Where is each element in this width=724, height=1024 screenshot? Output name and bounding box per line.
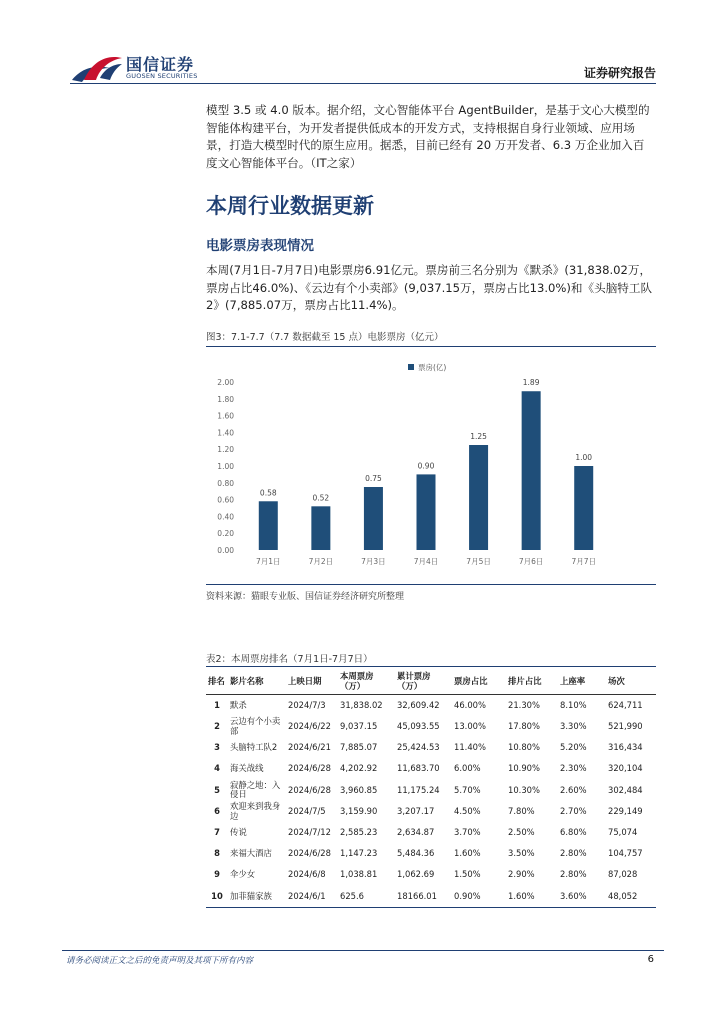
- cell-occupancy: 2.60%: [560, 784, 587, 795]
- cell-box-office-share: 1.50%: [454, 869, 481, 880]
- bar-value-label: 0.90: [417, 461, 435, 471]
- table-row: [206, 716, 656, 737]
- cell-occupancy: 3.30%: [560, 721, 587, 732]
- table-row: [206, 759, 656, 780]
- report-type: 证券研究报告: [583, 66, 656, 80]
- cell-screening-share: 21.30%: [508, 699, 540, 710]
- cell-sessions: 229,149: [608, 805, 643, 816]
- y-tick-label: 0.00: [217, 546, 234, 555]
- figure-source: 资料来源：猫眼专业版、国信证券经济研究所整理: [206, 592, 405, 602]
- header-rank: 排名: [206, 668, 228, 695]
- table-row: [206, 865, 656, 886]
- bar: [574, 466, 593, 550]
- cell-weekly-box-office: 1,038.81: [340, 869, 378, 880]
- bar-value-label: 1.25: [470, 432, 487, 441]
- cell-film: 寂静之地：入侵日: [230, 779, 281, 800]
- table-row: [206, 737, 656, 758]
- cell-occupancy: 3.60%: [558, 886, 606, 908]
- cell-weekly-box-office: 3,159.90: [340, 805, 378, 816]
- brand-name: 国信证券: [126, 55, 195, 74]
- y-tick-label: 0.80: [217, 478, 234, 488]
- cell-occupancy: 5.20%: [560, 742, 587, 753]
- cell-weekly-box-office: 2,585.23: [340, 826, 378, 837]
- cell-sessions: 521,990: [608, 721, 643, 732]
- page-number: 6: [647, 954, 654, 965]
- cell-occupancy: 2.30%: [560, 763, 587, 774]
- cell-release-date: 2024/6/28: [288, 784, 331, 795]
- section-title: 本周行业数据更新: [206, 194, 374, 218]
- y-tick-label: 1.00: [217, 462, 234, 471]
- header-divider: [70, 83, 656, 84]
- x-tick-label: 7月3日: [361, 557, 386, 566]
- header-weekly-box-office: 本周票房（万）: [338, 668, 395, 695]
- cell-sessions: 316,434: [608, 742, 643, 753]
- bar: [311, 506, 330, 550]
- table-row: [206, 843, 656, 864]
- cell-sessions: 75,074: [608, 826, 638, 837]
- x-tick-label: 7月4日: [413, 557, 439, 566]
- legend-swatch: [408, 364, 414, 370]
- table-row: [206, 886, 656, 908]
- header-box-office-share: 票房占比: [452, 668, 506, 695]
- table-row: [206, 801, 656, 822]
- cell-weekly-box-office: 7,885.07: [340, 742, 378, 753]
- header-total-box-office: 累计票房（万）: [395, 668, 452, 695]
- y-tick-label: 1.60: [217, 411, 234, 421]
- table-top-rule: [206, 666, 656, 667]
- y-tick-label: 0.40: [217, 512, 234, 522]
- cell-box-office-share: 4.50%: [454, 805, 481, 816]
- cell-screening-share: 2.90%: [508, 869, 535, 880]
- cell-film: 欢迎来到我身边: [230, 801, 281, 821]
- cell-rank: 5: [214, 784, 220, 795]
- x-tick-label: 7月7日: [571, 557, 596, 566]
- cell-rank: 6: [214, 805, 220, 816]
- cell-screening-share: 2.50%: [508, 826, 535, 837]
- cell-release-date: 2024/6/28: [288, 848, 331, 859]
- cell-screening-share: 3.50%: [508, 848, 535, 859]
- cell-sessions: 87,028: [608, 869, 638, 880]
- cell-screening-share: 10.80%: [508, 742, 540, 753]
- bar-value-label: 1.89: [522, 378, 540, 388]
- cell-sessions: 302,484: [608, 784, 643, 795]
- cell-total-box-office: 18166.01: [395, 886, 452, 908]
- cell-film: 头脑特工队2: [230, 742, 278, 753]
- cell-rank: 2: [214, 721, 220, 732]
- cell-total-box-office: 11,175.24: [397, 784, 440, 795]
- cell-rank: 4: [214, 763, 220, 774]
- cell-release-date: 2024/6/8: [288, 869, 326, 880]
- cell-rank: 3: [214, 742, 220, 753]
- cell-weekly-box-office: 625.6: [338, 886, 395, 908]
- bar: [364, 487, 383, 550]
- cell-total-box-office: 11,683.70: [397, 763, 440, 774]
- weekly-summary: 本周(7月1日-7月7日)电影票房6.91亿元。票房前三名分别为《默杀》(31,838.02万，票房占比46.0%)、《云边有个小卖部》(9,037.15万，票房占比13.0%)和《头脑特工队2》(7,885.07万，票房占比11.4%)。: [206, 263, 653, 312]
- cell-release-date: 2024/7/3: [288, 699, 326, 710]
- cell-total-box-office: 25,424.53: [397, 742, 440, 753]
- cell-occupancy: 2.70%: [560, 805, 587, 816]
- cell-sessions: 104,757: [608, 848, 643, 859]
- cell-rank: 8: [214, 848, 220, 859]
- intro-paragraph: 模型 3.5 或 4.0 版本。据介绍，文心智能体平台 AgentBuilder，是基于文心大模型的智能体构建平台，为开发者提供低成本的开发方式，支持根据自身行业领域、应用场景，打造大模型时代的原生应用。据悉，目前已经有 20 万开发者、6.3 万企业加入百度文心智能体平台。（IT之家）: [206, 103, 650, 170]
- y-tick-label: 1.80: [217, 394, 234, 404]
- cell-occupancy: 2.80%: [560, 848, 587, 859]
- footer-divider: [62, 950, 664, 951]
- cell-release-date: 2024/6/22: [288, 721, 331, 732]
- table-caption: 表2：本周票房排名（7月1日-7月7日）: [206, 654, 373, 665]
- bar-value-label: 0.58: [259, 488, 277, 498]
- figure-top-rule: [206, 346, 656, 347]
- y-tick-label: 0.60: [217, 495, 234, 505]
- cell-film: 传说: [230, 826, 247, 837]
- y-tick-label: 2.00: [217, 378, 234, 387]
- cell-release-date: 2024/6/1: [286, 886, 338, 908]
- cell-weekly-box-office: 1,147.23: [340, 848, 378, 859]
- legend-label: 票房(亿): [418, 363, 447, 372]
- x-tick-label: 7月2日: [308, 557, 334, 566]
- cell-weekly-box-office: 9,037.15: [340, 721, 378, 732]
- bar-value-label: 0.75: [365, 474, 382, 483]
- cell-sessions: 624,711: [608, 699, 643, 710]
- header-sessions: 场次: [606, 668, 656, 695]
- cell-weekly-box-office: 3,960.85: [340, 784, 378, 795]
- header-occupancy: 上座率: [558, 668, 606, 695]
- cell-box-office-share: 13.00%: [454, 721, 486, 732]
- cell-rank: 9: [214, 869, 220, 880]
- header-release-date: 上映日期: [286, 668, 338, 695]
- cell-film: 加菲猫家族: [228, 886, 286, 908]
- cell-box-office-share: 11.40%: [454, 742, 486, 753]
- cell-film: 海关战线: [230, 763, 264, 774]
- x-tick-label: 7月5日: [466, 557, 491, 566]
- bar: [469, 445, 488, 550]
- cell-sessions: 320,104: [608, 763, 643, 774]
- cell-weekly-box-office: 31,838.02: [340, 699, 383, 710]
- table-row: [206, 695, 656, 717]
- cell-box-office-share: 3.70%: [454, 826, 481, 837]
- y-tick-label: 0.20: [217, 529, 234, 539]
- table-row: [206, 822, 656, 843]
- cell-release-date: 2024/6/28: [288, 763, 331, 774]
- cell-screening-share: 10.30%: [508, 784, 540, 795]
- cell-box-office-share: 46.00%: [454, 699, 486, 710]
- cell-screening-share: 10.90%: [508, 763, 540, 774]
- cell-total-box-office: 5,484.36: [397, 848, 435, 859]
- cell-rank: 1: [214, 699, 220, 710]
- figure-caption: 图3：7.1-7.7（7.7 数据截至 15 点）电影票房（亿元）: [206, 332, 444, 343]
- cell-box-office-share: 6.00%: [454, 763, 481, 774]
- cell-box-office-share: 0.90%: [452, 886, 506, 908]
- brand-subtitle: GUOSEN SECURITIES: [126, 72, 198, 80]
- cell-total-box-office: 3,207.17: [397, 805, 435, 816]
- cell-occupancy: 8.10%: [560, 699, 587, 710]
- cell-film: 来福大酒店: [230, 848, 272, 859]
- bar: [259, 501, 278, 550]
- cell-film: 云边有个小卖部: [230, 716, 281, 736]
- bar: [522, 391, 541, 550]
- cell-screening-share: 7.80%: [508, 805, 535, 816]
- box-office-bar-chart: [206, 350, 656, 580]
- bar: [417, 474, 436, 550]
- cell-total-box-office: 45,093.55: [397, 721, 440, 732]
- table-row: [206, 780, 656, 801]
- x-tick-label: 7月1日: [256, 557, 281, 566]
- sub-title: 电影票房表现情况: [206, 238, 314, 254]
- box-office-ranking-table: [206, 668, 656, 908]
- bar-value-label: 1.00: [575, 453, 593, 462]
- cell-box-office-share: 5.70%: [454, 784, 481, 795]
- cell-box-office-share: 1.60%: [454, 848, 481, 859]
- header-film: 影片名称: [228, 668, 286, 695]
- cell-film: 伞少女: [230, 869, 256, 880]
- cell-release-date: 2024/7/5: [288, 805, 326, 816]
- y-tick-label: 1.40: [217, 428, 234, 438]
- cell-release-date: 2024/6/21: [288, 742, 331, 753]
- cell-occupancy: 6.80%: [560, 826, 587, 837]
- cell-total-box-office: 1,062.69: [397, 869, 435, 880]
- cell-total-box-office: 2,634.87: [397, 826, 435, 837]
- table-header-row: [206, 668, 656, 695]
- cell-screening-share: 17.80%: [508, 721, 540, 732]
- cell-sessions: 48,052: [606, 886, 656, 908]
- cell-rank: 7: [214, 826, 220, 837]
- x-tick-label: 7月6日: [518, 557, 544, 566]
- bar-value-label: 0.52: [312, 493, 330, 503]
- cell-release-date: 2024/7/12: [288, 826, 331, 837]
- cell-weekly-box-office: 4,202.92: [340, 763, 378, 774]
- cell-rank: 10: [206, 886, 228, 908]
- cell-film: 默杀: [230, 699, 247, 710]
- footer-disclaimer: 请务必阅读正文之后的免责声明及其项下所有内容: [66, 956, 254, 966]
- figure-bottom-rule: [206, 584, 656, 585]
- header-screening-share: 排片占比: [506, 668, 558, 695]
- cell-occupancy: 2.80%: [560, 869, 587, 880]
- y-tick-label: 1.20: [217, 445, 234, 455]
- cell-total-box-office: 32,609.42: [397, 699, 440, 710]
- cell-screening-share: 1.60%: [506, 886, 558, 908]
